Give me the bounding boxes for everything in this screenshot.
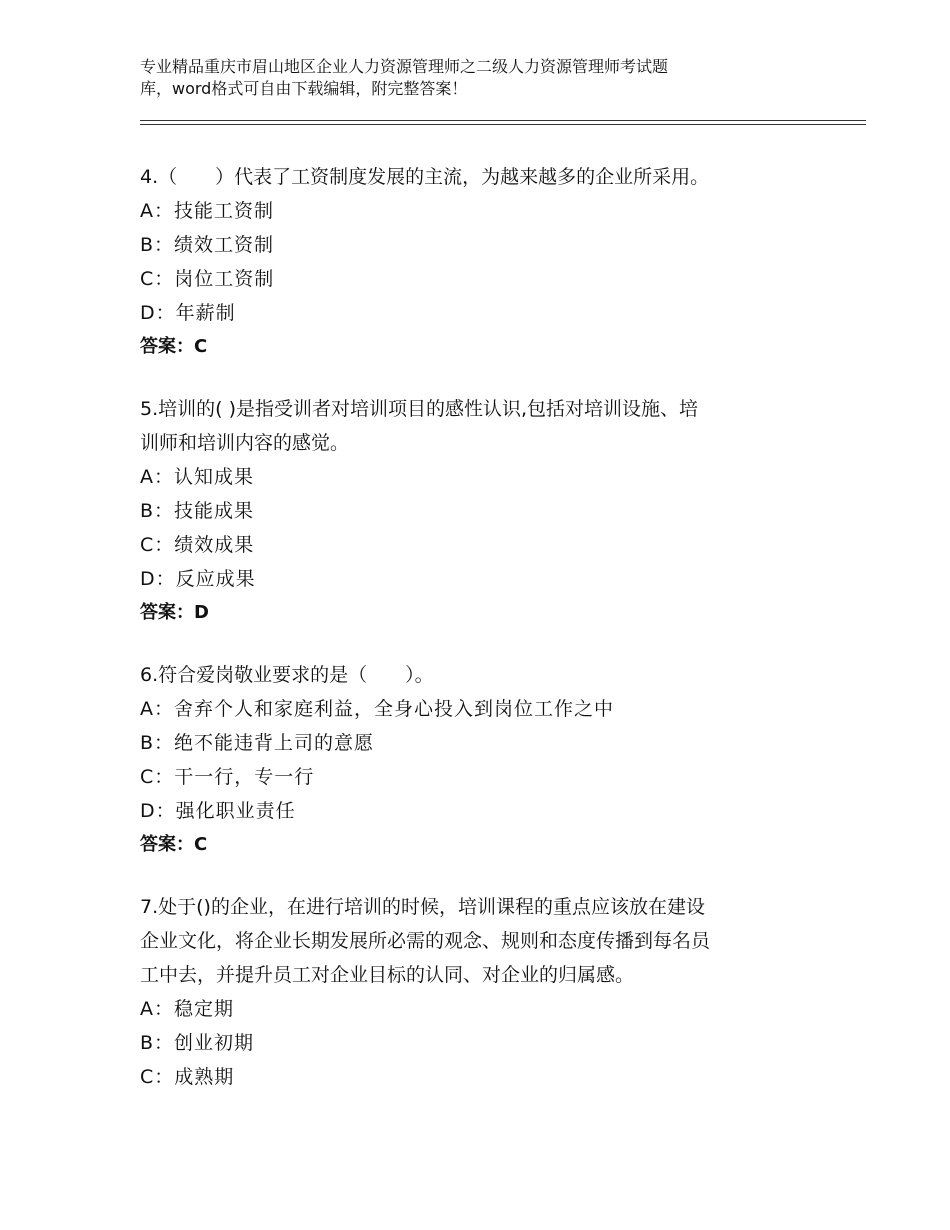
option-d: D：强化职业责任 [140,800,296,822]
question-4 [140,160,810,364]
header-line-1: 专业精品重庆市眉山地区企业人力资源管理师之二级人力资源管理师考试题 [140,57,669,76]
question-text: 4.（ ）代表了工资制度发展的主流，为越来越多的企业所采用。 [140,166,710,188]
option-c: C：成熟期 [140,1066,235,1088]
option-b: B：绝不能违背上司的意愿 [140,732,375,754]
question-text: 企业文化，将企业长期发展所必需的观念、规则和态度传播到每名员 [140,930,711,952]
question-text: 6.符合爱岗敬业要求的是（ ）。 [140,664,434,686]
option-b: B：绩效工资制 [140,234,275,256]
question-7 [140,890,810,1094]
option-c: C：干一行，专一行 [140,766,315,788]
header-line-2: 库，word格式可自由下载编辑，附完整答案！ [140,79,468,98]
answer: 答案：C [140,336,208,357]
option-a: A：舍弃个人和家庭利益，全身心投入到岗位工作之中 [140,698,614,720]
option-a: A：稳定期 [140,998,234,1020]
question-text: 训师和培训内容的感觉。 [140,432,350,454]
page-header [140,56,800,100]
option-a: A：技能工资制 [140,200,274,222]
question-text: 工中去，并提升员工对企业目标的认同、对企业的归属感。 [140,964,635,986]
option-c: C：绩效成果 [140,534,255,556]
question-text: 7.处于()的企业，在进行培训的时候，培训课程的重点应该放在建设 [140,896,705,918]
question-text: 5.培训的( )是指受训者对培训项目的感性认识,包括对培训设施、培 [140,398,699,420]
question-6 [140,658,810,862]
option-a: A：认知成果 [140,466,254,488]
question-list [140,160,810,1122]
header-divider [140,120,866,125]
option-c: C：岗位工资制 [140,268,275,290]
option-b: B：技能成果 [140,500,255,522]
option-d: D：反应成果 [140,568,256,590]
question-5 [140,392,810,630]
option-d: D：年薪制 [140,302,236,324]
option-b: B：创业初期 [140,1032,255,1054]
answer: 答案：C [140,834,208,855]
answer: 答案：D [140,602,209,623]
